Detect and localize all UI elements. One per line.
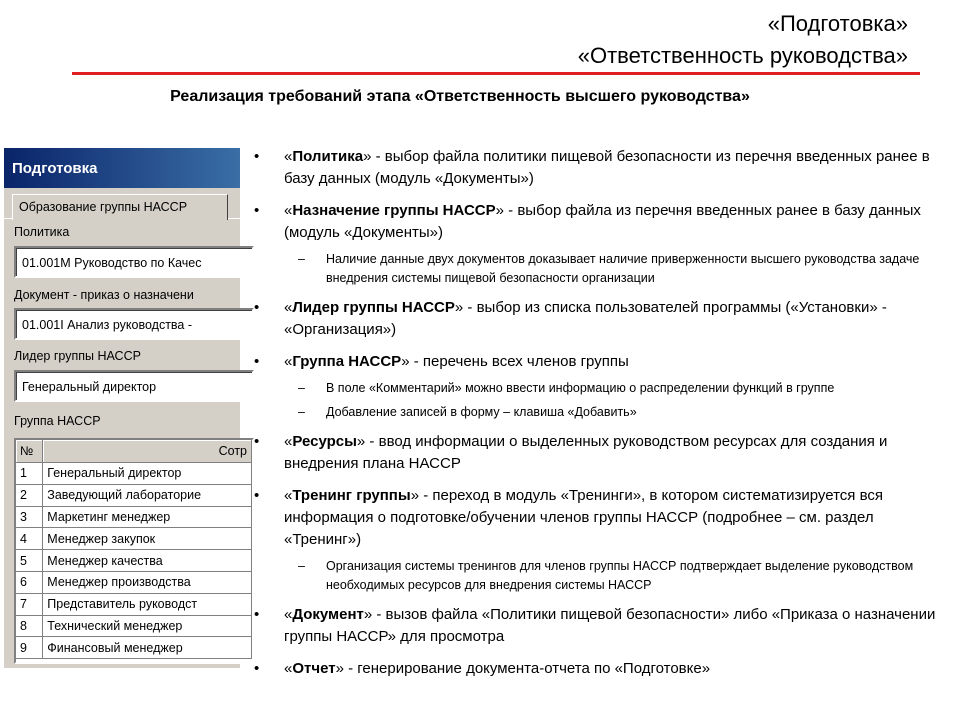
tab-hassp-group[interactable]: Образование группы НАССР	[12, 194, 228, 220]
table-row[interactable]	[16, 593, 252, 615]
bullet-quote-open: «	[284, 606, 293, 623]
bullet-quote-open: «	[284, 433, 293, 450]
document-label: Документ - приказ о назначени	[14, 288, 194, 302]
bullet-quote-open: «	[284, 487, 293, 504]
bullet-keyword: Тренинг группы	[292, 487, 411, 504]
bullet-keyword: Группа НАССР	[292, 353, 402, 370]
bullet-item	[246, 485, 946, 551]
table-row[interactable]	[16, 550, 252, 572]
bullet-item	[246, 200, 946, 244]
bullet-text: - ввод информации о выделенных руководством ресурсах для создания и внедрения плана НАССР	[284, 433, 888, 472]
row-number: 5	[16, 550, 43, 572]
bullet-keyword: Отчет	[292, 660, 336, 677]
bullet-item	[246, 351, 946, 373]
row-number: 8	[16, 615, 43, 637]
table-row[interactable]	[16, 528, 252, 550]
document-field[interactable]: 01.001І Анализ руководства -	[14, 308, 254, 340]
sub-bullet: – Наличие данные двух документов доказывает наличие приверженности высшего руководства задаче внедрения системы пищевой безопасности организации	[246, 250, 946, 288]
row-employee: Финансовый менеджер	[43, 637, 252, 659]
group-grid[interactable]	[14, 438, 254, 664]
table-row[interactable]	[16, 463, 252, 485]
bullet-text: - генерирование документа-отчета по «Подготовке»	[343, 660, 711, 677]
bullet-quote-close: »	[335, 660, 344, 677]
bullet-text: - выбор файла политики пищевой безопасности из перечня введенных ранее в базу данных (модуль «Документы»)	[284, 148, 930, 187]
bullet-quote-open: «	[284, 202, 293, 219]
row-employee: Менеджер производства	[43, 571, 252, 593]
row-employee: Технический менеджер	[43, 615, 252, 637]
bullet-text: - вызов файла «Политики пищевой безопасности» либо «Приказа о назначении группы НАССР» для просмотра	[284, 606, 936, 645]
row-employee: Представитель руководст	[43, 593, 252, 615]
bullet-keyword: Лидер группы НАССР	[292, 299, 455, 316]
row-number: 3	[16, 506, 43, 528]
policy-label: Политика	[14, 225, 70, 239]
table-row[interactable]	[16, 484, 252, 506]
table-row[interactable]	[16, 506, 252, 528]
policy-field[interactable]: 01.001М Руководство по Качес	[14, 246, 254, 278]
bullet-quote-close: »	[363, 606, 373, 623]
bullet-item	[246, 297, 946, 341]
bullet-quote-close: »	[410, 487, 420, 504]
sub-bullet: – Организация системы тренингов для членов группы НАССР подтверждает выделение руководством необходимых ресурсов для внедрения системы НАССР	[246, 557, 946, 595]
row-employee: Заведующий лабораторие	[43, 484, 252, 506]
bullet-quote-open: «	[284, 660, 293, 677]
row-number: 2	[16, 484, 43, 506]
table-row[interactable]	[16, 637, 252, 659]
group-label: Группа НАССР	[14, 414, 101, 428]
bullet-quote-open: «	[284, 353, 293, 370]
bullet-keyword: Ресурсы	[292, 433, 357, 450]
bullet-text: - переход в модуль «Тренинги», в котором систематизируется вся информация о подготовке/обучении членов группы НАССР (подробнее – см. раздел «Тренинг»)	[284, 487, 883, 548]
slide-subtitle: Реализация требований этапа «Ответственность высшего руководства»	[170, 88, 750, 105]
row-employee: Менеджер качества	[43, 550, 252, 572]
bullet-quote-open: «	[284, 299, 293, 316]
bullet-item	[246, 146, 946, 190]
bullet-text: - выбор файла из перечня введенных ранее в базу данных (модуль «Документы»)	[284, 202, 921, 241]
slide-title	[208, 8, 908, 72]
table-row[interactable]	[16, 571, 252, 593]
bullet-list	[246, 146, 946, 690]
bullet-quote-close: »	[454, 299, 464, 316]
leader-field[interactable]: Генеральный директор	[14, 370, 254, 402]
tab-strip	[4, 188, 240, 218]
table-row[interactable]	[16, 615, 252, 637]
app-window	[2, 146, 247, 668]
sub-bullet: – В поле «Комментарий» можно ввести информацию о распределении функций в группе	[246, 379, 946, 398]
title-divider	[72, 72, 920, 75]
bullet-text: - выбор из списка пользователей программы («Установки» - «Организация»)	[284, 299, 887, 338]
bullet-item	[246, 604, 946, 648]
row-employee: Менеджер закупок	[43, 528, 252, 550]
row-number: 6	[16, 571, 43, 593]
slide-title-line2: «Ответственность руководства»	[577, 43, 908, 68]
bullet-quote-close: »	[401, 353, 410, 370]
bullet-keyword: Политика	[292, 148, 364, 165]
leader-label: Лидер группы НАССР	[14, 349, 141, 363]
row-employee: Маркетинг менеджер	[43, 506, 252, 528]
grid-header-number[interactable]: №	[16, 440, 43, 463]
bullet-text: - перечень всех членов группы	[409, 353, 629, 370]
row-number: 4	[16, 528, 43, 550]
row-number: 9	[16, 637, 43, 659]
bullet-item	[246, 431, 946, 475]
slide-title-line1: «Подготовка»	[767, 11, 908, 36]
bullet-item	[246, 658, 946, 680]
window-title: Подготовка	[4, 148, 240, 188]
grid-header-employee[interactable]: Сотр	[43, 440, 252, 463]
bullet-keyword: Назначение группы НАССР	[292, 202, 496, 219]
bullet-quote-open: «	[284, 148, 293, 165]
row-number: 1	[16, 463, 43, 485]
row-employee: Генеральный директор	[43, 463, 252, 485]
bullet-keyword: Документ	[292, 606, 364, 623]
row-number: 7	[16, 593, 43, 615]
bullet-quote-close: »	[356, 433, 366, 450]
sub-bullet: – Добавление записей в форму – клавиша «Добавить»	[246, 403, 946, 422]
bullet-quote-close: »	[363, 148, 372, 165]
bullet-quote-close: »	[495, 202, 504, 219]
